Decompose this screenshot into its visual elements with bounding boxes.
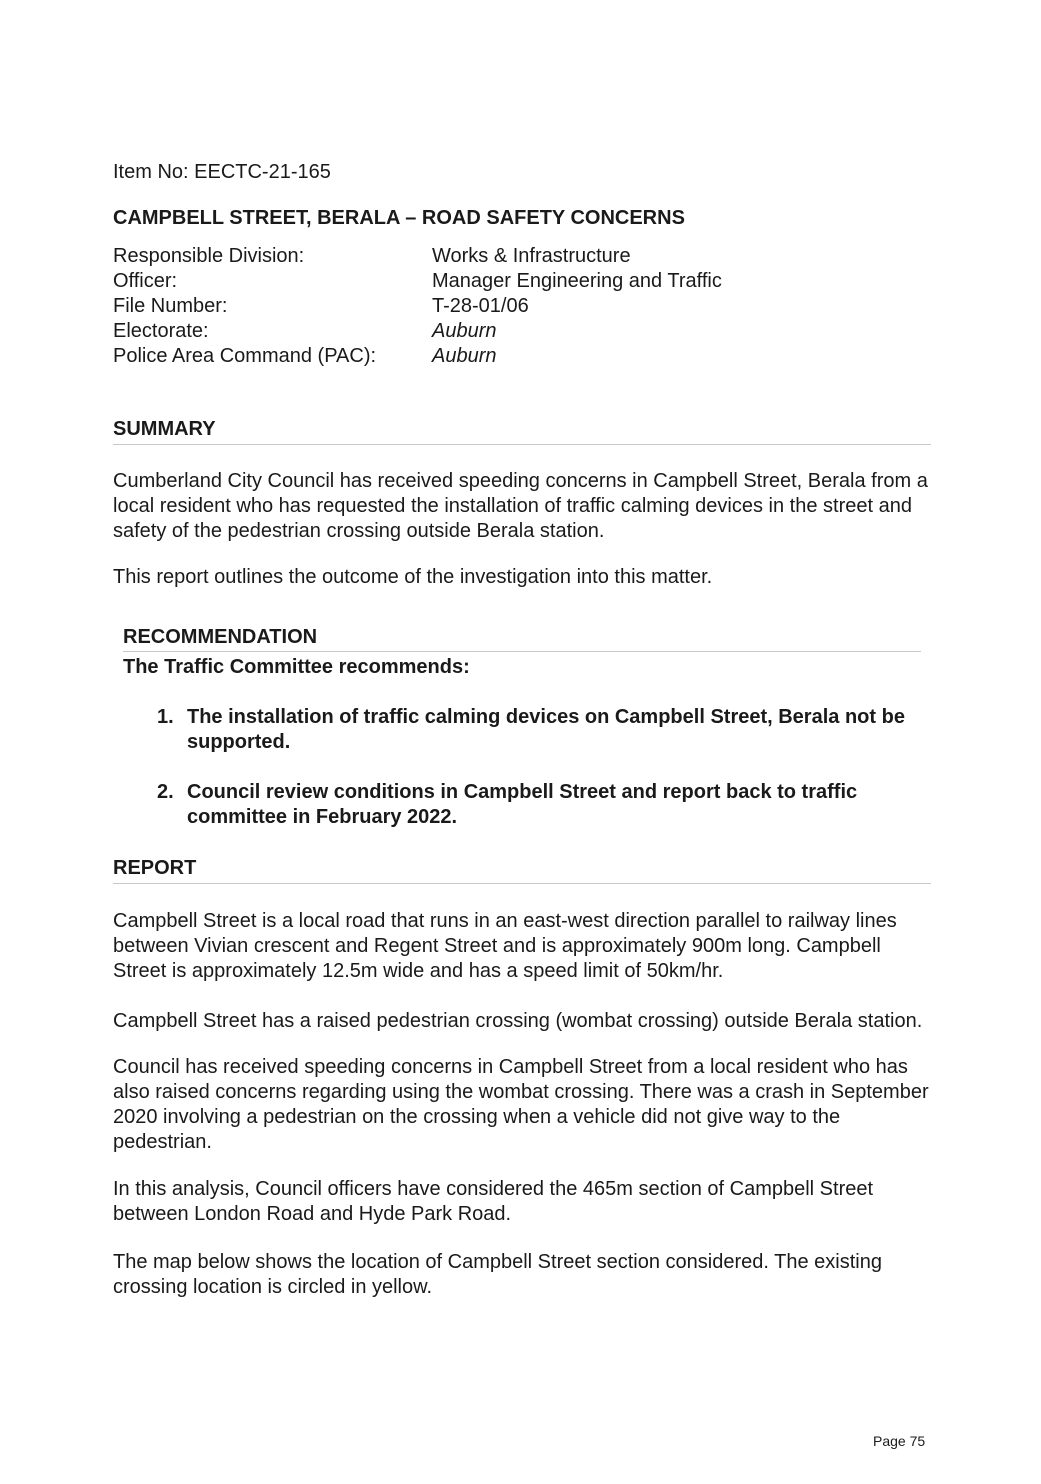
report-heading: REPORT bbox=[113, 855, 931, 884]
meta-row-division bbox=[113, 244, 931, 269]
meta-value: Auburn bbox=[432, 320, 497, 342]
report-paragraph: Campbell Street has a raised pedestrian crossing (wombat crossing) outside Berala station. bbox=[113, 1010, 923, 1032]
page-number: Page 75 bbox=[873, 1433, 926, 1449]
report-paragraph: Campbell Street is a local road that runs in an east-west direction parallel to railway lines between Vivian crescent and Regent Street and is approximately 900m long. Campbell Street is approximately 12.5m wide and has a speed limit of 50km/hr. bbox=[113, 910, 897, 982]
recommendation-heading: RECOMMENDATION bbox=[123, 624, 921, 652]
meta-label: Responsible Division: bbox=[113, 245, 305, 267]
report-metadata bbox=[113, 244, 931, 369]
meta-label: Police Area Command (PAC): bbox=[113, 345, 377, 367]
report-paragraph: In this analysis, Council officers have considered the 465m section of Campbell Street between London Road and Hyde Park Road. bbox=[113, 1178, 874, 1225]
list-text: The installation of traffic calming devices on Campbell Street, Berala not be supported. bbox=[187, 706, 905, 753]
list-item bbox=[123, 705, 921, 755]
meta-row-electorate bbox=[113, 319, 931, 344]
summary-paragraph: This report outlines the outcome of the investigation into this matter. bbox=[113, 566, 713, 588]
meta-value: Manager Engineering and Traffic bbox=[432, 270, 722, 292]
list-item bbox=[123, 780, 921, 830]
meta-label: Electorate: bbox=[113, 320, 209, 342]
report-paragraph: Council has received speeding concerns in Campbell Street from a local resident who has also raised concerns regarding using the wombat crossing. There was a crash in September 2020 involving a pedestrian on the crossing when a vehicle did not give way to the pedestrian. bbox=[113, 1056, 929, 1153]
list-text: Council review conditions in Campbell Street and report back to traffic committee in February 2022. bbox=[187, 781, 858, 828]
summary-heading: SUMMARY bbox=[113, 416, 931, 445]
list-number: 1. bbox=[157, 706, 174, 728]
meta-value: T-28-01/06 bbox=[432, 295, 529, 317]
recommendation-list bbox=[123, 705, 921, 830]
report-title: CAMPBELL STREET, BERALA – ROAD SAFETY CONCERNS bbox=[113, 207, 685, 229]
meta-row-pac bbox=[113, 344, 931, 369]
document-page bbox=[113, 158, 931, 1300]
recommendation-subheading: The Traffic Committee recommends: bbox=[123, 656, 470, 678]
recommendation-box bbox=[123, 624, 921, 830]
item-number: Item No: EECTC-21-165 bbox=[113, 161, 331, 183]
meta-label: Officer: bbox=[113, 270, 178, 292]
list-number: 2. bbox=[157, 781, 174, 803]
summary-paragraph: Cumberland City Council has received speeding concerns in Campbell Street, Berala from a local resident who has requested the installation of traffic calming devices in the street and safety of the pedestrian crossing outside Berala station. bbox=[113, 470, 928, 542]
meta-label: File Number: bbox=[113, 295, 228, 317]
meta-value: Works & Infrastructure bbox=[432, 245, 631, 267]
meta-row-officer bbox=[113, 269, 931, 294]
meta-row-file-number bbox=[113, 294, 931, 319]
meta-value: Auburn bbox=[432, 345, 497, 367]
report-paragraph: The map below shows the location of Campbell Street section considered. The existing crossing location is circled in yellow. bbox=[113, 1251, 882, 1298]
